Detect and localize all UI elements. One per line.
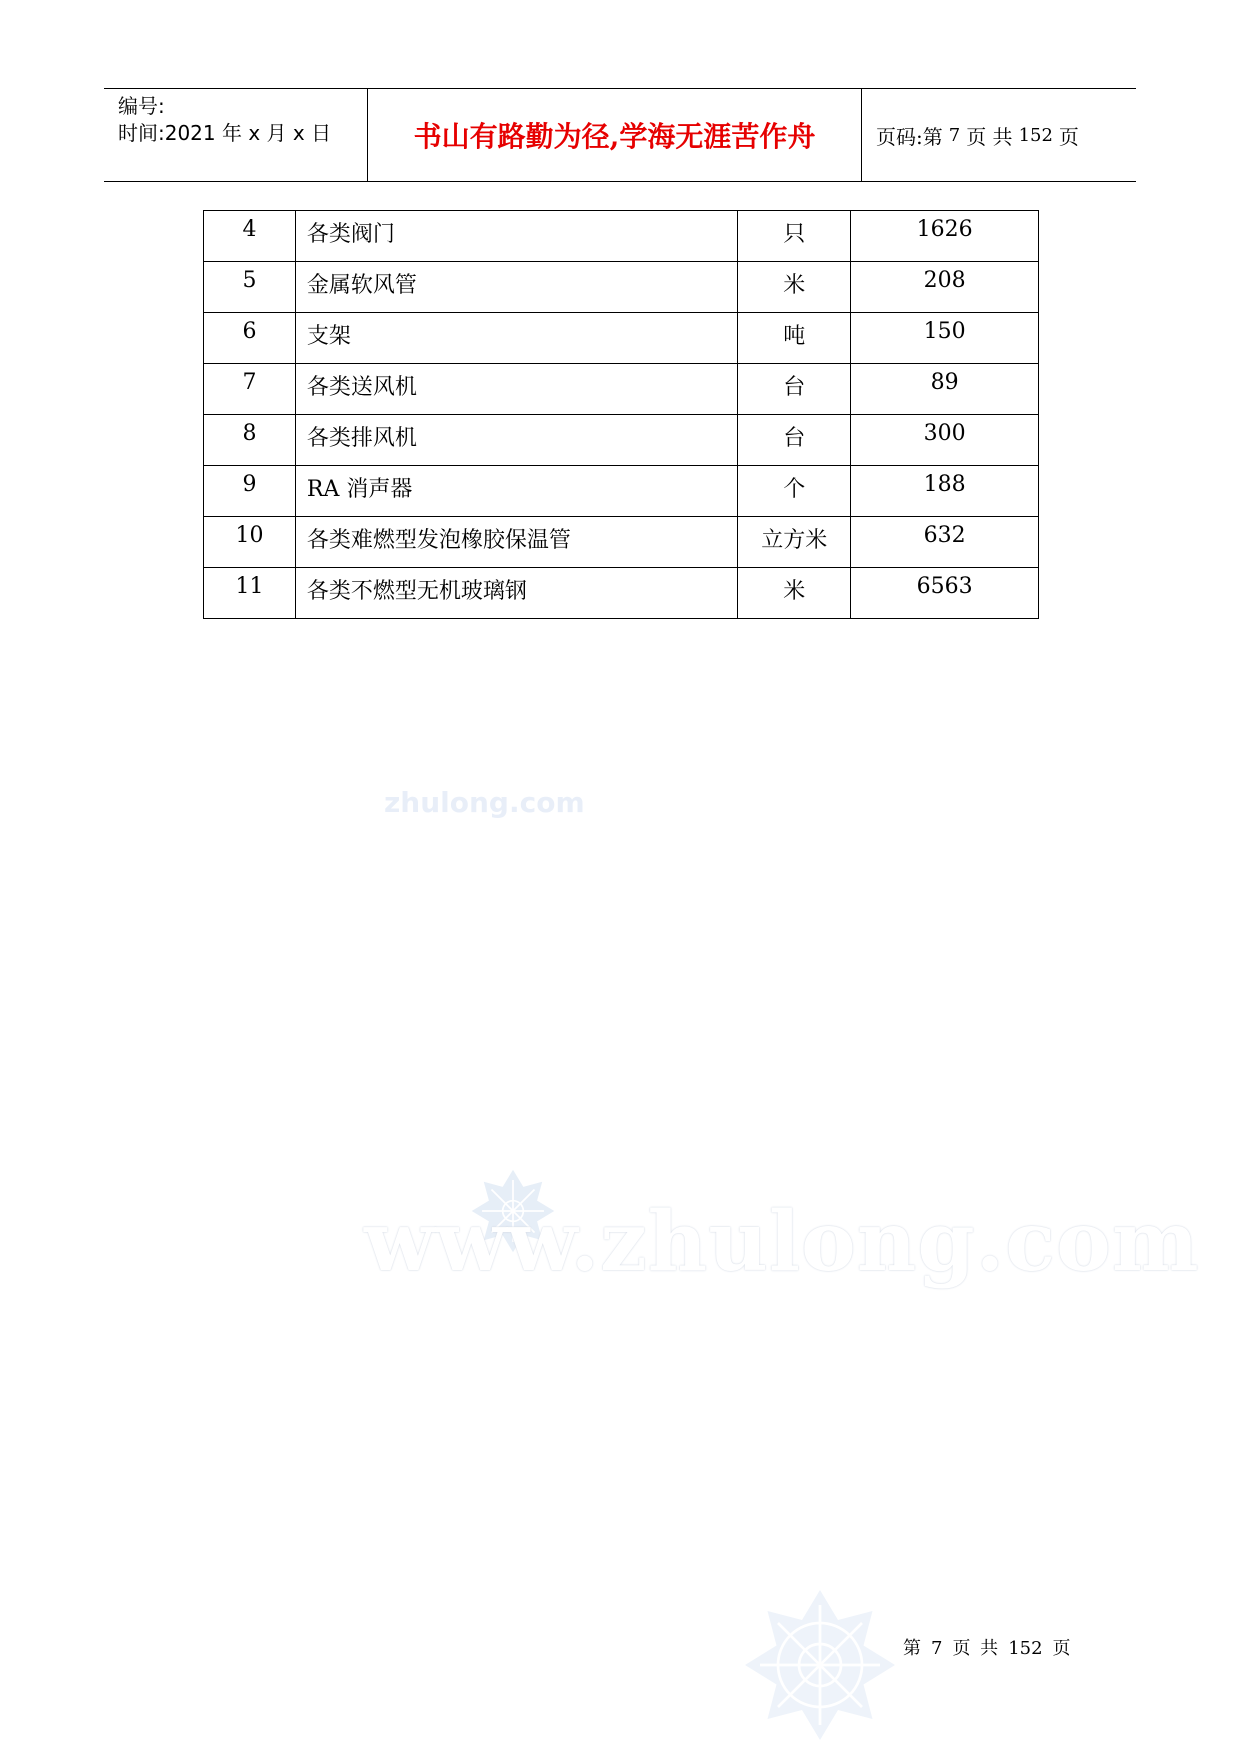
footer-current: 7 [931, 1638, 943, 1659]
item-name: 各类阀门 [295, 211, 737, 262]
item-quantity: 300 [851, 415, 1039, 466]
page-footer [898, 1634, 1076, 1660]
item-unit: 个 [738, 466, 851, 517]
footer-total: 152 [1008, 1638, 1043, 1659]
footer-suffix: 页 [1052, 1638, 1071, 1659]
item-quantity: 1626 [851, 211, 1039, 262]
row-number: 6 [204, 313, 296, 364]
table-row [204, 466, 1039, 517]
item-quantity: 89 [851, 364, 1039, 415]
page-header [104, 88, 1136, 182]
materials-table [203, 210, 1039, 619]
item-unit: 只 [738, 211, 851, 262]
table-row [204, 517, 1039, 568]
item-unit: 台 [738, 415, 851, 466]
item-quantity: 208 [851, 262, 1039, 313]
table-row [204, 568, 1039, 619]
watermark-large: www.zhulong.com [364, 1194, 1200, 1290]
page-mid: 页 共 [966, 124, 1013, 149]
footer-prefix: 第 [903, 1638, 921, 1659]
row-number: 9 [204, 466, 296, 517]
page-suffix: 页 [1058, 124, 1079, 149]
header-motto: 书山有路勤为径,学海无涯苦作舟 [368, 89, 862, 181]
item-quantity: 632 [851, 517, 1039, 568]
header-page-info [862, 89, 1136, 181]
row-number: 11 [204, 568, 296, 619]
item-name: 各类排风机 [295, 415, 737, 466]
item-quantity: 188 [851, 466, 1039, 517]
table-row [204, 364, 1039, 415]
table-row [204, 211, 1039, 262]
page-current: 7 [948, 124, 961, 146]
table-row [204, 415, 1039, 466]
table-row [204, 262, 1039, 313]
header-meta [104, 89, 368, 181]
item-name: 各类难燃型发泡橡胶保温管 [295, 517, 737, 568]
item-quantity: 6563 [851, 568, 1039, 619]
item-unit: 立方米 [738, 517, 851, 568]
row-number: 10 [204, 517, 296, 568]
item-name: 支架 [295, 313, 737, 364]
time-label: 时间:2021 年 x 月 x 日 [118, 121, 332, 145]
footer-mid: 页 共 [952, 1638, 999, 1659]
snowflake-corner-icon [745, 1590, 895, 1740]
item-quantity: 150 [851, 313, 1039, 364]
row-number: 4 [204, 211, 296, 262]
row-number: 5 [204, 262, 296, 313]
item-unit: 米 [738, 262, 851, 313]
item-name: 金属软风管 [295, 262, 737, 313]
number-label: 编号: [118, 94, 165, 118]
table-row [204, 313, 1039, 364]
item-unit: 米 [738, 568, 851, 619]
item-unit: 吨 [738, 313, 851, 364]
item-name: 各类不燃型无机玻璃钢 [295, 568, 737, 619]
page-total: 152 [1018, 124, 1053, 146]
item-name: 各类送风机 [295, 364, 737, 415]
row-number: 7 [204, 364, 296, 415]
materials-table-body [204, 211, 1039, 619]
item-unit: 台 [738, 364, 851, 415]
item-name: RA 消声器 [295, 466, 737, 517]
row-number: 8 [204, 415, 296, 466]
page-prefix: 页码:第 [876, 124, 943, 149]
watermark-small: zhulong.com [384, 786, 585, 819]
